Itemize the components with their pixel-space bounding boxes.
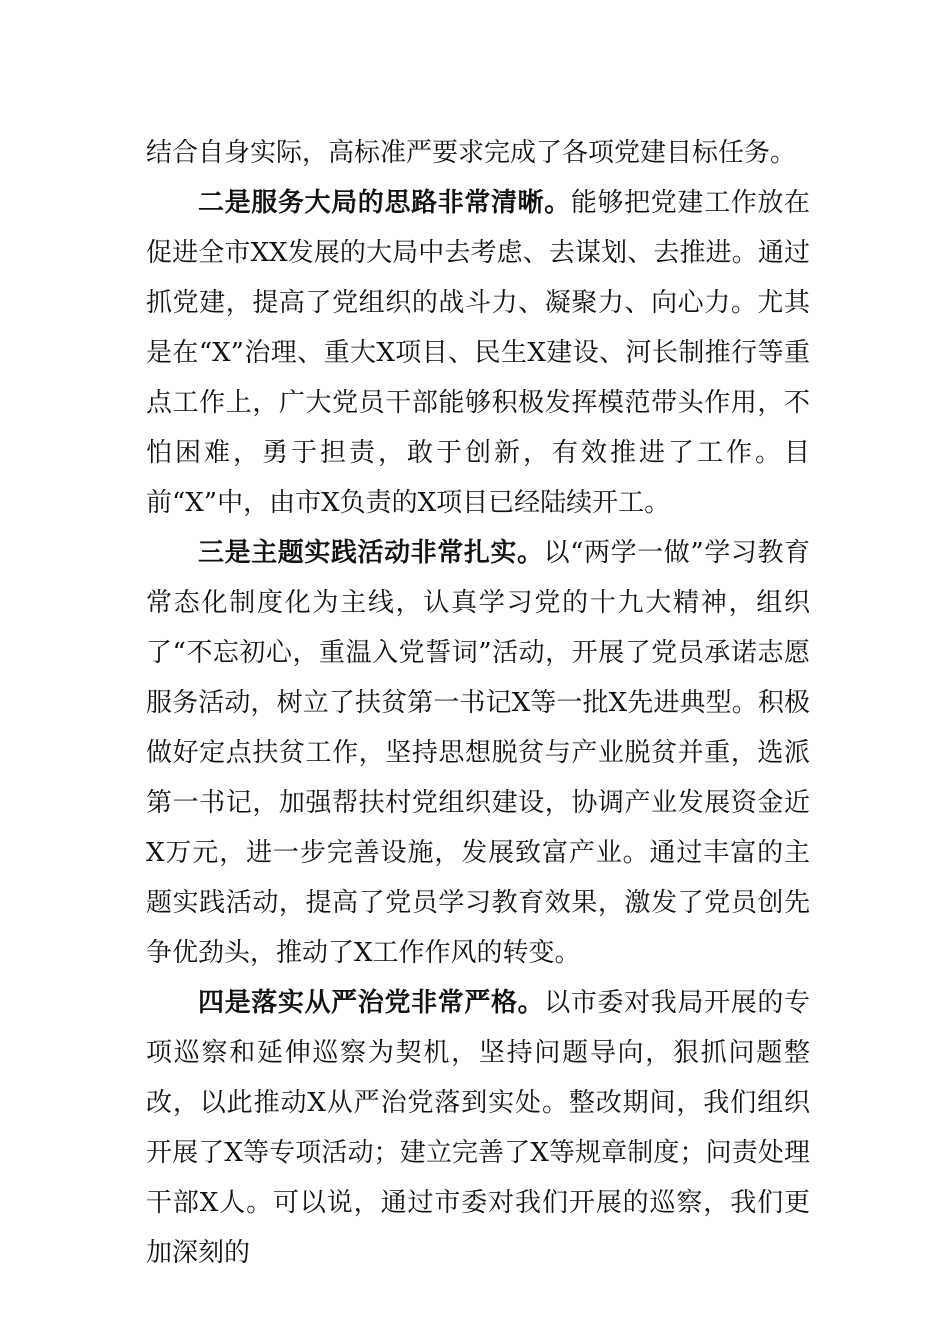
paragraph-theme-practice — [146, 528, 810, 978]
paragraph-lead: 二是服务大局的思路非常清晰。 — [198, 188, 571, 218]
paragraph-text: 以市委对我局开展的专项巡察和延伸巡察为契机，坚持问题导向，狠抓问题整改，以此推动X从严治党落到实处。整改期间，我们组织开展了X等专项活动；建立完善了X等规章制度；问责处理干部X人。可以说，通过市委对我们开展的巡察，我们更加深刻的 — [146, 988, 810, 1268]
paragraph-lead: 四是落实从严治党非常严格。 — [198, 988, 545, 1018]
paragraph-text: 能够把党建工作放在促进全市XX发展的大局中去考虑、去谋划、去推进。通过抓党建，提高了党组织的战斗力、凝聚力、向心力。尤其是在“X”治理、重大X项目、民生X建设、河长制推行等重点工作上，广大党员干部能够积极发挥模范带头作用，不怕困难，勇于担责，敢于创新，有效推进了工作。目前“X”中，由市X负责的X项目已经陆续开工。 — [146, 188, 810, 518]
paragraph-strict-governance — [146, 978, 810, 1278]
paragraph-continuation — [146, 128, 810, 178]
paragraph-text: 以“两学一做”学习教育常态化制度化为主线，认真学习党的十九大精神，组织了“不忘初心，重温入党誓词”活动，开展了党员承诺志愿服务活动，树立了扶贫第一书记X等一批X先进典型。积极做好定点扶贫工作，坚持思想脱贫与产业脱贫并重，选派第一书记，加强帮扶村党组织建设，协调产业发展资金近X万元，进一步完善设施，发展致富产业。通过丰富的主题实践活动，提高了党员学习教育效果，激发了党员创先争优劲头，推动了X工作作风的转变。 — [146, 538, 810, 968]
paragraph-lead: 三是主题实践活动非常扎实。 — [198, 538, 544, 568]
paragraph-service-overall — [146, 178, 810, 528]
paragraph-text: 结合自身实际，高标准严要求完成了各项党建目标任务。 — [146, 138, 797, 168]
document-body — [146, 128, 810, 1278]
